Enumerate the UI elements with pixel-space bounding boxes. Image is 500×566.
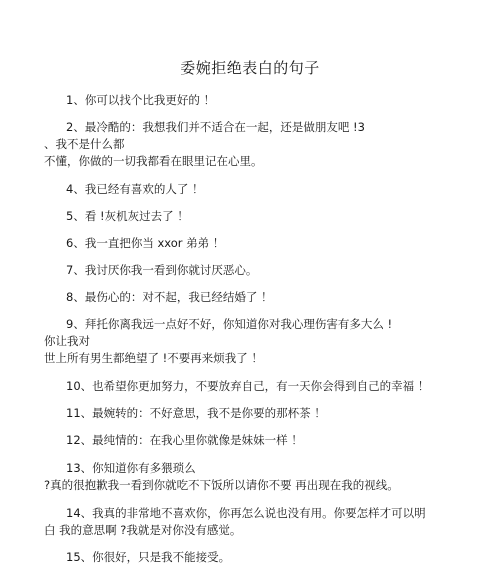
sentence-8: 8、最伤心的：对不起，我已经结婚了 ！	[66, 290, 273, 304]
sentence-10: 10、也希望你更加努力，不要放弃自己，有一天你会得到自己的幸福 ！	[66, 379, 430, 393]
sentence-1: 1、你可以找个比我更好的 ！	[66, 93, 215, 107]
sentence-12: 12、最纯情的：在我心里你就像是妹妹一样 ！	[66, 433, 303, 447]
sentence-13: 13、你知道你有多猥琐么	[66, 461, 196, 475]
sentence-14: 14、我真的非常地不喜欢你，你再怎么说也没有用。你要怎样才可以明	[66, 506, 426, 520]
sentence-2: 2、最冷酷的：我想我们并不适合在一起，还是做朋友吧 !3	[66, 120, 365, 134]
sentence-14-cont: 白 我的意思啊 ?我就是对你没有感觉。	[44, 523, 242, 537]
sentence-9: 9、拜托你离我远一点好不好，你知道你对我心理伤害有多大么 !	[66, 317, 393, 331]
sentence-13-cont: ?真的很抱歉我一看到你就吃不下饭所以请你不要 再出现在我的视线。	[44, 478, 399, 492]
sentence-15: 15、你很好，只是我不能接受。	[66, 550, 231, 564]
sentence-11: 11、最婉转的：不好意思，我不是你要的那杯茶 ！	[66, 406, 326, 420]
sentence-3-end: 不懂，你做的一切我都看在眼里记在心里。	[44, 154, 263, 168]
sentence-4: 4、我已经有喜欢的人了 ！	[66, 182, 204, 196]
sentence-7: 7、我讨厌你我一看到你就讨厌恶心。	[66, 263, 258, 277]
sentence-3-start: 、我不是什么都	[44, 137, 125, 151]
sentence-6: 6、我一直把你当 xxor 弟弟 ！	[66, 236, 225, 250]
sentence-9-end: 世上所有男生都绝望了 !不要再来烦我了 ！	[44, 351, 263, 365]
sentence-9-cont: 你让我对	[44, 334, 90, 348]
sentence-5: 5、看 !灰机灰过去了 ！	[66, 209, 189, 223]
document-title: 委婉拒绝表白的句子	[180, 59, 320, 77]
